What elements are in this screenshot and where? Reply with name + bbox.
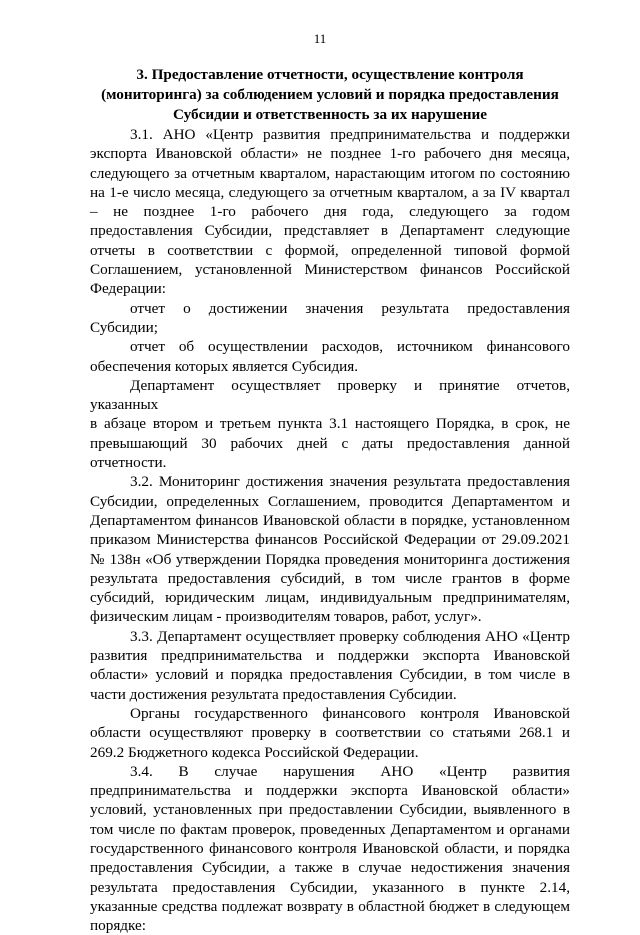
page-number: 11	[313, 31, 327, 46]
paragraph-report-result: отчет о достижении значения результата предоставления Субсидии;	[90, 299, 570, 336]
paragraph-report-expenses: отчет об осуществлении расходов, источником финансового обеспечения которых является Субсидия.	[90, 338, 570, 375]
paragraph-3-2: 3.2. Мониторинг достижения значения результата предоставления Субсидии, определенных Соглашением, проводится Департаментом и Департаментом финансов Ивановской области в порядке, установленном приказом Министерства финансов Российской Федерации от 29.09.2021 № 138н «Об утверждении Порядка проведения мониторинга достижения результата предоставления субсидий, в том числе грантов в форме субсидий, юридическим лицам, индивидуальным предпринимателям, физическим лицам - производителям товаров, работ, услуг».	[90, 473, 570, 626]
paragraph-department-check: Департамент осуществляет проверку и принятие отчетов, указанных	[90, 376, 570, 414]
paragraph-3-4: 3.4. В случае нарушения АНО «Центр развития предпринимательства и поддержки экспорта Ивановской области» условий, установленных при предоставлении Субсидии, выявленного в том числе по фактам проверок, проведенных Департаментом и органами государственного финансового контроля Ивановской области, и порядка предоставления Субсидии, а также в случае недостижения значения результата предоставления Субсидии, указанного в пункте 2.14, указанные средства подлежат возврату в областной бюджет в следующем порядке:	[90, 762, 570, 935]
paragraph-department-check-continued: в абзаце втором и третьем пункта 3.1 настоящего Порядка, в срок, не превышающий 30 рабочих дней с даты предоставления данной отчетности.	[90, 415, 570, 472]
paragraph-3-3: 3.3. Департамент осуществляет проверку соблюдения АНО «Центр развития предпринимательства и поддержки экспорта Ивановской области» условий и порядка предоставления Субсидии, в том числе в части достижения результата предоставления Субсидии.	[90, 627, 570, 703]
heading-line: 3. Предоставление отчетности, осуществление контроля	[136, 66, 524, 83]
paragraph-3-1: 3.1. АНО «Центр развития предпринимательства и поддержки экспорта Ивановской области» не позднее 1-го рабочего дня месяца, следующего за отчетным кварталом, нарастающим итогом по состоянию на 1-е число месяца, следующего за отчетным кварталом, а за IV квартал – не позднее 1-го рабочего дня года, следующего за годом предоставления Субсидии, представляет в Департамент следующие отчеты в соответствии с формой, определенной типовой формой Соглашением, установленной Министерством финансов Российской Федерации:	[90, 126, 570, 298]
document-body	[90, 125, 570, 935]
section-heading	[80, 65, 580, 125]
heading-line: Субсидии и ответственность за их нарушение	[173, 106, 487, 123]
paragraph-financial-control: Органы государственного финансового контроля Ивановской области осуществляют проверку в соответствии со статьями 268.1 и 269.2 Бюджетного кодекса Российской Федерации.	[90, 704, 570, 761]
heading-line: (мониторинга) за соблюдением условий и порядка предоставления	[101, 86, 559, 103]
